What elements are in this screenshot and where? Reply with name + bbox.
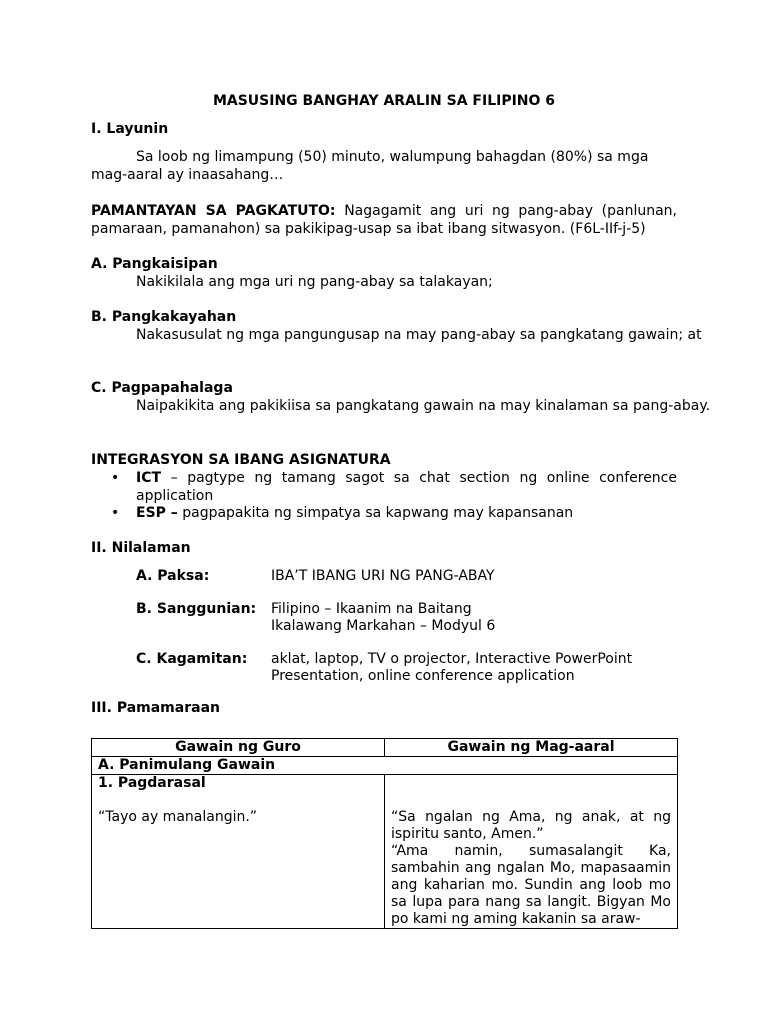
header-gawain-guro: Gawain ng Guro bbox=[92, 739, 385, 757]
section-panimulang-gawain: A. Panimulang Gawain bbox=[92, 757, 678, 775]
objective-text-a: Nakikilala ang mga uri ng pang-abay sa talakayan; bbox=[136, 274, 493, 290]
nilalaman-heading: II. Nilalaman bbox=[91, 540, 191, 556]
integrasyon-list bbox=[91, 470, 677, 523]
document-title: MASUSING BANGHAY ARALIN SA FILIPINO 6 bbox=[212, 93, 556, 109]
integrasyon-item-esp: • ESP – pagpapakita ng simpatya sa kapwang may kapansanan bbox=[111, 505, 574, 521]
objective-text-c: Naipakikita ang pakikiisa sa pangkatang gawain na may kinalaman sa pang-abay. bbox=[136, 398, 711, 414]
pamamaraan-heading: III. Pamamaraan bbox=[91, 700, 220, 716]
objective-heading-c: C. Pagpapahalaga bbox=[91, 380, 233, 396]
student-cell bbox=[385, 775, 678, 929]
pamantayan-text: Nagagamit ang uri ng pang-abay (panlunan, pamaraan, pamanahon) sa pakikipag-usap sa ibat ibang sitwasyon. (F6L-IIf-j-5) bbox=[91, 203, 678, 237]
pamantayan-label: PAMANTAYAN SA PAGKATUTO: bbox=[91, 203, 336, 219]
bullet-icon: • bbox=[111, 470, 120, 486]
objective-heading-b: B. Pangkakayahan bbox=[91, 309, 237, 325]
teacher-prompt: “Tayo ay manalangin.” bbox=[98, 809, 258, 825]
layunin-intro: Sa loob ng limampung (50) minuto, walumpung bahagdan (80%) sa mga mag-aaral ay inaasahang… bbox=[91, 149, 649, 183]
pagdarasal-label: 1. Pagdarasal bbox=[98, 775, 206, 791]
bullet-icon: • bbox=[111, 505, 120, 521]
pamantayan-paragraph bbox=[91, 203, 677, 238]
student-response-1: “Sa ngalan ng Ama, ng anak, at ng ispiritu santo, Amen.” bbox=[391, 809, 671, 842]
student-response-2: “Ama namin, sumasalangit Ka, sambahin ang ngalan Mo, mapasaamin ang kaharian mo. Sundin ang loob mo sa lupa para nang sa langit. Bigyan Mo po kami ng aming kakanin sa araw- bbox=[391, 843, 671, 927]
procedure-table bbox=[91, 738, 678, 929]
header-gawain-mag-aaral: Gawain ng Mag-aaral bbox=[385, 739, 678, 757]
objective-heading-a: A. Pangkaisipan bbox=[91, 256, 218, 272]
layunin-heading: I. Layunin bbox=[91, 121, 169, 137]
integrasyon-heading: INTEGRASYON SA IBANG ASIGNATURA bbox=[91, 452, 391, 468]
integrasyon-item-ict: • ICT – pagtype ng tamang sagot sa chat section ng online conference application bbox=[111, 470, 677, 504]
objective-text-b: Nakasusulat ng mga pangungusap na may pang-abay sa pangkatang gawain; at bbox=[136, 327, 702, 343]
lesson-plan-page: MASUSING BANGHAY ARALIN SA FILIPINO 6 I. Layunin Sa loob ng limampung (50) minuto, walumpung bahagdan (80%) sa mga mag-aaral ay inaasahang… PAMANTAYAN SA PAGKATUTO: Nagagamit ang uri ng pang-abay (panlunan, pamaraan, pamanahon) sa pakikipag-usap sa ibat ibang sitwasyon. (F6L-IIf-j-5) A. Pangkaisipan Nakikilala ang mga uri ng pang-abay sa talakayan; B. Pangkakayahan Nakasusulat ng mga pangungusap na may pang-abay sa pangkatang gawain; at C. Pagpapahalaga Naipakikita ang pakikiisa sa pangkatang gawain na may kinalaman sa pang-abay. INTEGRASYON SA IBANG ASIGNATURA • ICT – pagtype ng tamang sagot sa chat section ng online conference application • ESP – pagpapakita ng simpatya sa kapwang may kapansanan II. Nilalaman A. Paksa: IBA’T IBANG URI NG PANG-ABAY B. Sanggunian: Filipino – Ikaanim na Baitang Ikalawang Markahan – Modyul 6 C. Kagamitan: aklat, laptop, TV o projector, Interactive PowerPoint Presentation, online conference application III. Pamamaraan Gawain ng Guro Gawain ng Mag-aaral A. Panimulang Gawain 1. Pagdarasal “Tayo ay manalangin.” “Sa ngalan ng Ama, ng anak, at ng ispiritu santo, Amen.” “Ama namin, sumasalangit Ka, sambahin ang ngalan Mo, mapasaamin ang kaharian mo. Sundin ang loob mo sa lupa para nang sa langit. Bigyan Mo po kami ng aming kakanin sa araw- bbox=[0, 0, 768, 1024]
teacher-cell bbox=[92, 775, 385, 929]
